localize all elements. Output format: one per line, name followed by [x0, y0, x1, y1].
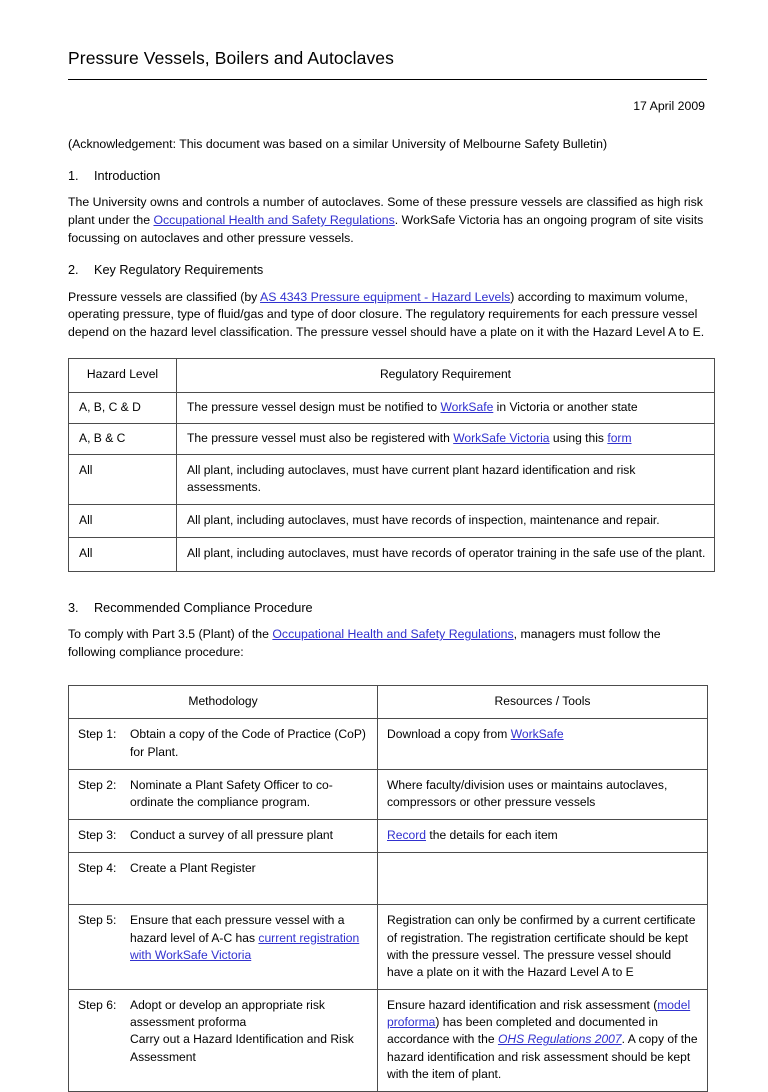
table-row [69, 538, 715, 571]
cell-requirement [177, 423, 715, 454]
step-label: Step 5: [78, 913, 117, 928]
req-text-part1: The pressure vessel must also be registered with [187, 430, 454, 445]
table-row [69, 454, 715, 504]
step-description: Create a Plant Register [130, 861, 256, 876]
section-title: Recommended Compliance Procedure [94, 600, 313, 615]
cell-methodology [69, 769, 378, 819]
cell-requirement: All plant, including autoclaves, must have records of operator training in the safe use of the plant. [177, 538, 715, 571]
compliance-text-part2: , managers must follow the following compliance procedure: [68, 627, 661, 659]
column-header-hazard-level: Hazard Level [69, 359, 177, 392]
table-row [69, 769, 708, 819]
req-text-part1: The pressure vessel design must be notified to [187, 399, 441, 414]
step-description-line1: Adopt or develop an appropriate risk assessment proforma [130, 998, 325, 1030]
step-label: Step 6: [78, 998, 117, 1013]
link-as4343-hazard-levels[interactable]: AS 4343 Pressure equipment - Hazard Levels [260, 289, 511, 304]
section-number: 2. [68, 263, 79, 278]
step-text [78, 726, 369, 760]
cell-resources [378, 820, 708, 853]
page-title: Pressure Vessels, Boilers and Autoclaves [68, 48, 394, 68]
compliance-text-part1: To comply with Part 3.5 (Plant) of the [68, 627, 273, 642]
link-form[interactable]: form [607, 430, 632, 445]
table-header-row [69, 686, 708, 719]
table-row [69, 820, 708, 853]
resource-line1: Where faculty/division uses or maintains autoclaves, [387, 777, 668, 792]
step-text [78, 827, 369, 844]
table-row [69, 905, 708, 990]
step-label: Step 3: [78, 828, 117, 843]
cell-methodology [69, 853, 378, 905]
link-ohs-regulations[interactable]: Occupational Health and Safety Regulations [272, 627, 514, 642]
acknowledgement-text: (Acknowledgement: This document was based on a similar University of Melbourne Safety Bulletin) [68, 137, 608, 151]
step-label: Step 4: [78, 861, 117, 876]
resource-text-part1: Download a copy from [387, 727, 511, 742]
keyreg-text-part1: Pressure vessels are classified (by [68, 289, 261, 304]
req-text-part2: in Victoria or another state [493, 399, 638, 414]
compliance-procedure-table [68, 685, 708, 1092]
step-text [78, 777, 369, 811]
cell-hazard-level: All [69, 538, 177, 571]
section-number: 1. [68, 168, 79, 183]
cell-requirement: All plant, including autoclaves, must have current plant hazard identification and risk assessments. [177, 454, 715, 504]
cell-hazard-level: All [69, 454, 177, 504]
table-header-row [69, 359, 715, 392]
cell-resources: Registration can only be confirmed by a current certificate of registration. The registration certificate should be kept with the pressure vessel. The pressure vessel should have a plate on it with the Hazard Level A to E [378, 905, 708, 990]
link-record[interactable]: Record [387, 828, 426, 843]
resource-text-part1: Ensure hazard identification and risk assessment ( [387, 998, 658, 1013]
link-worksafe[interactable]: WorkSafe [510, 727, 564, 742]
compliance-paragraph [68, 626, 707, 661]
intro-text-part1: The University owns and controls a number of autoclaves. Some of these pressure vessels are classified as high risk plant under the [68, 195, 703, 228]
step-text [78, 997, 369, 1066]
link-current-registration-worksafe-victoria[interactable]: current registration with WorkSafe Victoria [130, 930, 360, 962]
section-title: Introduction [94, 168, 161, 183]
cell-resources-empty [378, 853, 708, 905]
introduction-paragraph [68, 194, 707, 247]
step-description: Conduct a survey of all pressure plant [130, 828, 334, 843]
hazard-level-table [68, 358, 715, 571]
table-row [69, 423, 715, 454]
step-label: Step 1: [78, 727, 117, 742]
cell-hazard-level: A, B & C [69, 423, 177, 454]
link-worksafe-victoria[interactable]: WorkSafe Victoria [453, 430, 550, 445]
intro-text-part2: . WorkSafe Victoria has an ongoing program of site visits focussing on autoclaves and other pressure vessels. [68, 213, 704, 245]
column-header-resources-tools: Resources / Tools [378, 686, 708, 719]
cell-hazard-level: All [69, 505, 177, 538]
cell-requirement: All plant, including autoclaves, must have records of inspection, maintenance and repair. [177, 505, 715, 538]
resource-text-part2: the details for each item [426, 828, 558, 843]
cell-hazard-level: A, B, C & D [69, 392, 177, 423]
link-worksafe[interactable]: WorkSafe [440, 399, 494, 414]
section-heading-key-regulatory [68, 262, 710, 279]
step-text [78, 860, 369, 877]
key-regulatory-paragraph [68, 289, 707, 342]
table-row [69, 853, 708, 905]
cell-methodology [69, 820, 378, 853]
section-title: Key Regulatory Requirements [94, 263, 264, 278]
title-divider [68, 79, 707, 80]
keyreg-text-part2: ) according to maximum volume, operating pressure, type of fluid/gas and type of door closure. The regulatory requirements for each pressure vessel depend on the hazard level classification. The pressure vessel should have a plate on it with the Hazard Level A to E. [68, 289, 705, 339]
section-heading-introduction [68, 168, 710, 185]
resource-text-part3: . A copy of the hazard identification and risk assessment should be kept with the item of plant. [387, 1032, 698, 1081]
column-header-regulatory-requirement: Regulatory Requirement [177, 359, 715, 392]
cell-requirement [177, 392, 715, 423]
column-header-methodology: Methodology [69, 686, 378, 719]
cell-methodology [69, 990, 378, 1092]
table-row [69, 505, 715, 538]
step-description: Obtain a copy of the Code of Practice (CoP) for Plant. [130, 727, 366, 759]
link-model-proforma[interactable]: model proforma [387, 998, 691, 1030]
req-text-part2: using this [549, 430, 608, 445]
cell-resources [378, 990, 708, 1092]
link-ohs-regulations[interactable]: Occupational Health and Safety Regulations [153, 213, 395, 228]
resource-line2: compressors or other pressure vessels [387, 794, 596, 809]
step-description: Nominate a Plant Safety Officer to co-ordinate the compliance program. [130, 777, 333, 809]
resource-text-part2: ) has been completed and documented in accordance with the [387, 1015, 658, 1047]
table-row [69, 719, 708, 769]
table-row [69, 990, 708, 1092]
cell-resources [378, 719, 708, 769]
cell-methodology [69, 905, 378, 990]
cell-resources [378, 769, 708, 819]
cell-methodology [69, 719, 378, 769]
step-description-line2: Carry out a Hazard Identification and Risk Assessment [130, 1032, 354, 1064]
step-text [78, 912, 369, 964]
section-number: 3. [68, 600, 79, 615]
document-date: 17 April 2009 [633, 99, 705, 113]
section-heading-compliance [68, 600, 710, 617]
link-ohs-regulations-2007[interactable]: OHS Regulations 2007 [497, 1032, 622, 1047]
table-row [69, 392, 715, 423]
step-description: Ensure that each pressure vessel with a hazard level of A-C has [130, 913, 345, 945]
step-label: Step 2: [78, 777, 117, 792]
